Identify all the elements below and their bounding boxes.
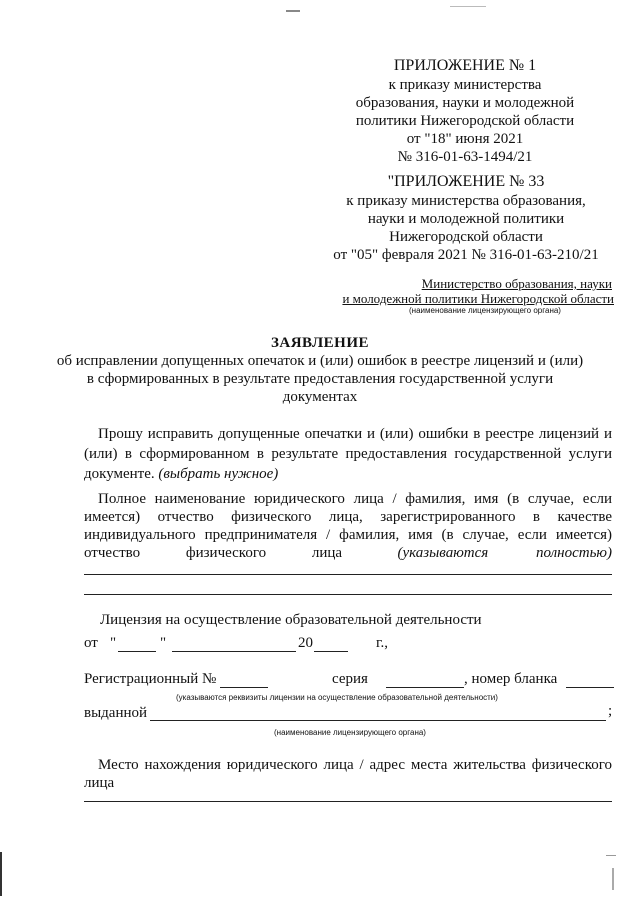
scan-artifact — [612, 868, 614, 890]
location-line: лица — [84, 775, 115, 791]
location-paragraph — [84, 756, 612, 792]
document-subtitle: документах — [282, 389, 358, 405]
license-date-quote: " — [110, 635, 117, 651]
registration-number-field[interactable] — [220, 687, 268, 688]
authority-line: Министерство образования, науки — [421, 276, 612, 291]
license-title: Лицензия на осуществление образовательной деятельности — [100, 612, 482, 628]
license-year-field[interactable] — [314, 651, 348, 652]
request-text: документе. — [84, 466, 155, 482]
appendix-1-date: от "18" июня 2021 — [406, 131, 524, 147]
fullname-text: отчество физического лица — [84, 545, 343, 561]
document-subtitle: об исправлении допущенных опечаток и (или) ошибок в реестре лицензий и (или) — [56, 353, 584, 369]
fullname-note: (указываются полностью) — [397, 545, 612, 561]
appendix-1-block — [330, 56, 600, 166]
request-note: (выбрать нужное) — [158, 466, 279, 482]
authority-caption: (наименование лицензирующего органа) — [409, 306, 561, 315]
document-subtitle: в сформированных в результате предоставления государственной услуги — [86, 371, 554, 387]
blank-number-label: , номер бланка — [464, 671, 558, 687]
authority-line: и молодежной политики Нижегородской области — [342, 291, 614, 306]
appendix-33-line: Нижегородской области — [389, 229, 543, 245]
appendix-1-line: к приказу министерства — [388, 77, 542, 93]
licensing-authority — [330, 276, 614, 306]
issued-label: выданной — [84, 705, 148, 721]
fullname-line: Полное наименование юридического лица / фамилия, имя (в случае, если — [98, 491, 612, 507]
location-input-line[interactable] — [84, 801, 612, 802]
license-details-caption: (указываются реквизиты лицензии на осуществление образовательной деятельности) — [176, 693, 498, 702]
appendix-33-line: к приказу министерства образования, — [346, 193, 586, 209]
appendix-33-title: "ПРИЛОЖЕНИЕ № 33 — [387, 173, 545, 190]
issued-row — [84, 704, 616, 724]
issued-by-field[interactable] — [150, 720, 606, 721]
blank-number-field[interactable] — [566, 687, 614, 688]
appendix-1-line: образования, науки и молодежной — [355, 95, 575, 111]
license-month-field[interactable] — [172, 651, 296, 652]
request-paragraph — [84, 424, 612, 484]
scan-artifact — [450, 6, 486, 7]
appendix-33-block — [318, 172, 614, 264]
request-line: Прошу исправить допущенные опечатки и (или) ошибки в реестре лицензий и — [98, 426, 612, 442]
appendix-33-date-number: от "05" февраля 2021 № 316-01-63-210/21 — [333, 247, 599, 263]
license-year-prefix: 20 — [298, 635, 313, 651]
scan-artifact — [606, 855, 616, 856]
document-heading — [40, 334, 600, 406]
appendix-1-number: № 316-01-63-1494/21 — [397, 149, 533, 165]
fullname-line: индивидуального предпринимателя / фамилия, имя (в случае, если имеется) — [84, 527, 612, 543]
location-line: Место нахождения юридического лица / адрес места жительства физического — [98, 757, 612, 773]
fullname-input-line[interactable] — [84, 594, 612, 595]
fullname-input-line[interactable] — [84, 574, 612, 575]
fullname-paragraph — [84, 490, 612, 562]
scan-artifact — [0, 852, 2, 896]
appendix-1-title: ПРИЛОЖЕНИЕ № 1 — [393, 57, 537, 74]
license-date-row — [84, 634, 604, 654]
issued-end: ; — [608, 703, 613, 719]
document-title: ЗАЯВЛЕНИЕ — [270, 335, 370, 351]
registration-row — [84, 670, 616, 690]
fullname-line — [84, 544, 612, 562]
license-date-from: от — [84, 635, 98, 651]
appendix-1-line: политики Нижегородской области — [355, 113, 575, 129]
appendix-33-line: науки и молодежной политики — [367, 211, 565, 227]
license-date-quote: " — [160, 635, 167, 651]
registration-label: Регистрационный № — [84, 671, 217, 687]
license-year-suffix: г., — [376, 635, 388, 651]
issuer-caption: (наименование лицензирующего органа) — [274, 728, 426, 737]
request-line: (или) в сформированном в результате предоставления государственной услуги — [84, 446, 612, 462]
license-day-field[interactable] — [118, 651, 156, 652]
series-field[interactable] — [386, 687, 464, 688]
request-line — [84, 464, 612, 484]
fullname-line: имеется) отчество физического лица, зарегистрированного в качестве — [84, 509, 612, 525]
series-label: серия — [332, 671, 368, 687]
scan-artifact — [286, 10, 300, 12]
